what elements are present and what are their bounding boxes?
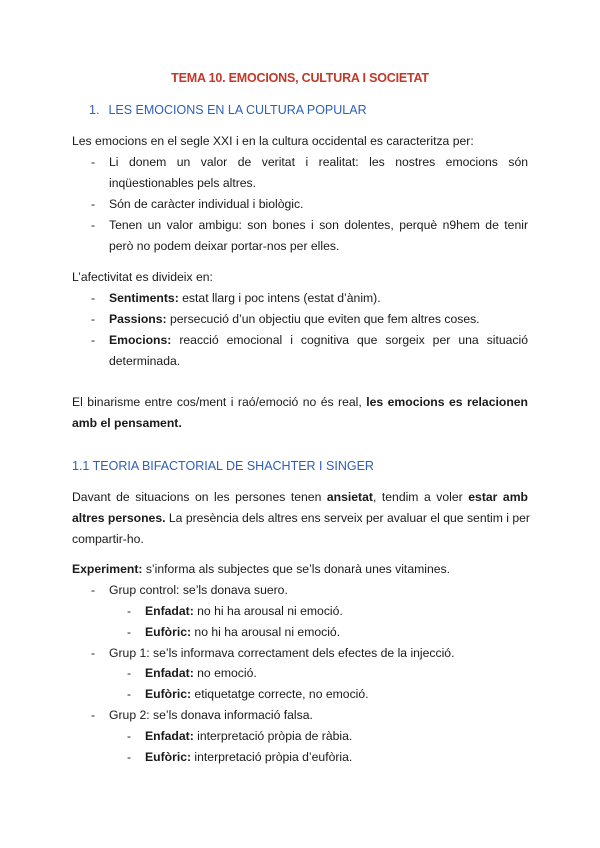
sub-bullet-dash: -	[127, 666, 132, 680]
experiment-text: s’informa als subjectes que se’ls donarà unes vitamines.	[142, 562, 450, 576]
group-control-enfadat	[145, 604, 343, 619]
bold-text: altres persones.	[72, 511, 166, 525]
affect-item-emocions-line-2: determinada.	[109, 354, 181, 368]
term: Eufòric:	[145, 750, 192, 764]
binarism-bold: les emocions es relacionen	[366, 395, 528, 409]
bullet-3-line-1: Tenen un valor ambigu: son bones i son dolentes, perquè n9hem de tenir	[109, 218, 528, 232]
experiment-label: Experiment:	[72, 562, 143, 576]
definition: interpretació pròpia d’eufòria.	[191, 750, 353, 764]
binarism-line-1	[72, 395, 528, 410]
group-control-eufòric	[145, 625, 340, 640]
definition: etiquetatge correcte, no emoció.	[191, 687, 369, 701]
experiment-line	[72, 562, 450, 577]
bullet-dash: -	[91, 291, 96, 305]
section-intro: Les emocions en el segle XXI i en la cultura occidental es caracteritza per:	[72, 134, 474, 148]
term: Sentiments:	[109, 291, 179, 305]
binarism-bold-2: amb el pensament.	[72, 416, 182, 430]
term: Emocions:	[109, 333, 172, 347]
bullet-dash: -	[91, 197, 96, 211]
paragraph-line-2	[72, 511, 528, 526]
affect-intro: L’afectivitat es divideix en:	[72, 270, 213, 284]
text: La presència dels altres ens serveix per avaluar el que sentim i per	[165, 511, 530, 525]
sub-bullet-dash: -	[127, 625, 132, 639]
group-control-label: Grup control: se’ls donava suero.	[109, 583, 288, 597]
group-1-label: Grup 1: se’ls informava correctament dels efectes de la injecció.	[109, 646, 455, 660]
bullet-dash: -	[91, 218, 96, 232]
section-heading-1	[89, 103, 367, 117]
group-1-enfadat	[145, 666, 257, 681]
bullet-dash: -	[91, 333, 96, 347]
affect-item-emocions	[109, 333, 528, 348]
affect-item-passions	[109, 312, 480, 327]
term: Enfadat:	[145, 666, 194, 680]
sub-bullet-dash: -	[127, 729, 132, 743]
definition: no hi ha arousal ni emoció.	[193, 604, 343, 618]
paragraph-line-3: compartir-ho.	[72, 532, 144, 546]
bullet-dash: -	[91, 155, 96, 169]
bullet-1-line-1: Li donem un valor de veritat i realitat: les nostres emocions són	[109, 155, 528, 169]
affect-item-sentiments	[109, 291, 381, 306]
text: , tendim a voler	[372, 490, 469, 504]
bullet-dash: -	[91, 708, 96, 722]
group-1-eufòric	[145, 687, 369, 702]
definition: interpretació pròpia de ràbia.	[193, 729, 353, 743]
bold-text: ansietat	[326, 490, 373, 504]
section-number: 1.	[89, 103, 100, 117]
document-title: TEMA 10. EMOCIONS, CULTURA I SOCIETAT	[171, 71, 429, 85]
binarism-text: El binarisme entre cos/ment i raó/emoció no és real,	[72, 395, 367, 409]
bullet-2-line-1: Són de caràcter individual i biològic.	[109, 197, 304, 211]
bullet-1-line-2: inqüestionables pels altres.	[109, 176, 257, 190]
paragraph-line-1	[72, 490, 528, 505]
bullet-dash: -	[91, 646, 96, 660]
definition: estat llarg i poc intens (estat d’ànim).	[178, 291, 381, 305]
section-heading-text: LES EMOCIONS EN LA CULTURA POPULAR	[108, 103, 367, 117]
sub-bullet-dash: -	[127, 604, 132, 618]
term: Enfadat:	[145, 729, 194, 743]
group-2-eufòric	[145, 750, 352, 765]
bold-text: estar amb	[468, 490, 528, 504]
term: Eufòric:	[145, 687, 192, 701]
bullet-3-line-2: però no podem deixar portar-nos per elles.	[109, 239, 340, 253]
term: Passions:	[109, 312, 167, 326]
binarism-line-2	[72, 416, 182, 431]
definition: persecució d’un objectiu que eviten que fem altres coses.	[166, 312, 480, 326]
text: Davant de situacions on les persones tenen	[72, 490, 327, 504]
definition: reacció emocional i cognitiva que sorgeix per una situació	[171, 333, 528, 347]
group-2-label: Grup 2: se’ls donava informació falsa.	[109, 708, 313, 722]
definition: no emoció.	[193, 666, 257, 680]
definition: no hi ha arousal ni emoció.	[191, 625, 341, 639]
term: Enfadat:	[145, 604, 194, 618]
sub-bullet-dash: -	[127, 750, 132, 764]
term: Eufòric:	[145, 625, 192, 639]
section-heading-1-1: 1.1 TEORIA BIFACTORIAL DE SHACHTER I SINGER	[72, 459, 374, 473]
sub-bullet-dash: -	[127, 687, 132, 701]
bullet-dash: -	[91, 312, 96, 326]
bullet-dash: -	[91, 583, 96, 597]
group-2-enfadat	[145, 729, 352, 744]
